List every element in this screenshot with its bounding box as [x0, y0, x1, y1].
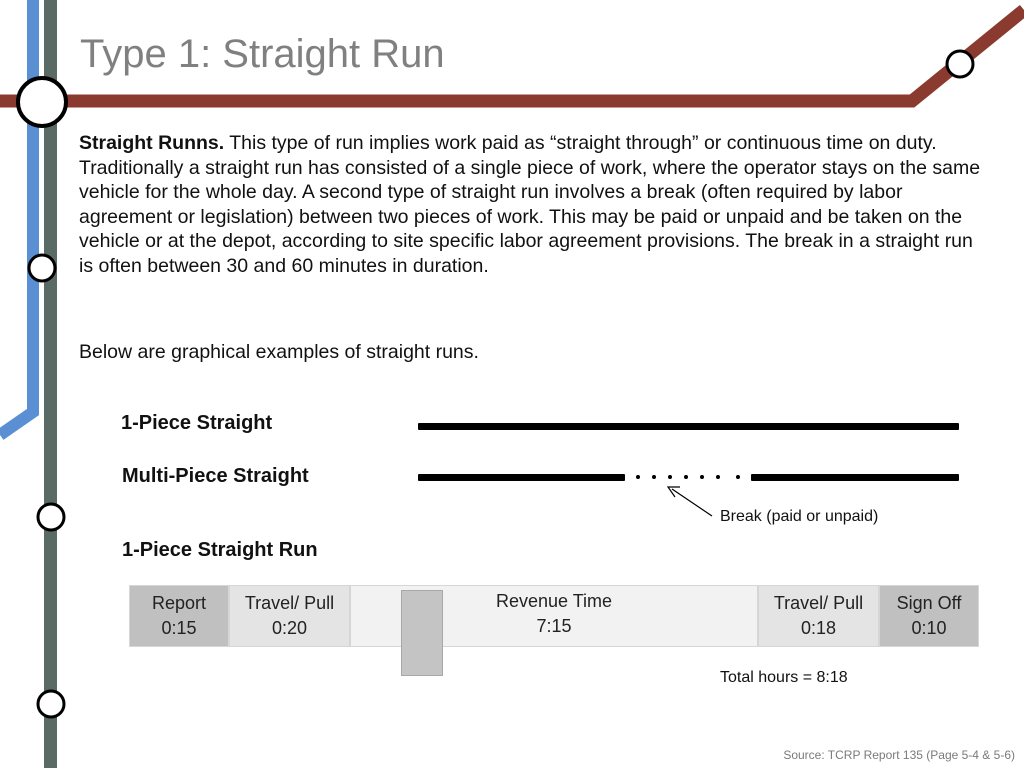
segment-time: 0:10	[911, 618, 947, 638]
break-arrow-line	[672, 489, 712, 516]
total-hours-label: Total hours = 8:18	[720, 669, 848, 686]
multi-piece-bar-first	[418, 474, 625, 481]
station-icon	[947, 51, 973, 77]
segment-travel-pull-in	[758, 585, 879, 647]
segment-name: Travel/ Pull	[244, 593, 335, 613]
break-label: Break (paid or unpaid)	[720, 508, 879, 525]
slide-title: Type 1: Straight Run	[80, 32, 445, 76]
segment-name: Report	[151, 593, 207, 613]
station-icon	[38, 691, 64, 717]
break-arrow-head-icon	[668, 487, 680, 497]
one-piece-bar	[418, 423, 959, 430]
source-citation: Source: TCRP Report 135 (Page 5-4 & 5-6)	[783, 748, 1015, 762]
segment-name: Revenue Time	[495, 591, 613, 611]
segment-time: 0:18	[800, 618, 837, 638]
break-block	[401, 590, 443, 676]
station-icon	[29, 255, 55, 281]
one-piece-straight-label: 1-Piece Straight	[121, 412, 273, 434]
examples-intro: Below are graphical examples of straight runs.	[79, 341, 479, 363]
segment-time: 0:20	[271, 618, 308, 638]
segment-sign-off	[879, 585, 979, 647]
station-icon	[38, 504, 64, 530]
segment-time: 7:15	[536, 616, 572, 636]
station-icon	[18, 78, 66, 126]
body-text: This type of run implies work paid as “straight through” or continuous time on duty. Traditionally a straight run has consisted of a single piece of work, where the operator stays on the same vehicle for the whole day. A second type of straight run involves a break (often required by labor agreement or legislation) between two pieces of work. This may be paid or unpaid and be taken on the vehicle or at the depot, according to site specific labor agreement provisions. The break in a straight run is often between 30 and 60 minutes in duration.	[79, 132, 981, 277]
body-lead: Straight Runns.	[79, 132, 225, 154]
body-paragraph	[79, 131, 991, 279]
segment-name: Travel/ Pull	[773, 593, 864, 613]
multi-piece-bar-second	[751, 474, 959, 481]
segment-report	[129, 585, 229, 647]
run-diagram-label: 1-Piece Straight Run	[122, 539, 318, 561]
blue-transit-line	[0, 0, 33, 435]
segment-time: 0:15	[161, 618, 197, 638]
segment-travel-pull-out	[229, 585, 350, 647]
break-dots	[636, 475, 740, 479]
multi-piece-straight-label: Multi-Piece Straight	[122, 465, 309, 487]
segment-name: Sign Off	[896, 593, 962, 613]
